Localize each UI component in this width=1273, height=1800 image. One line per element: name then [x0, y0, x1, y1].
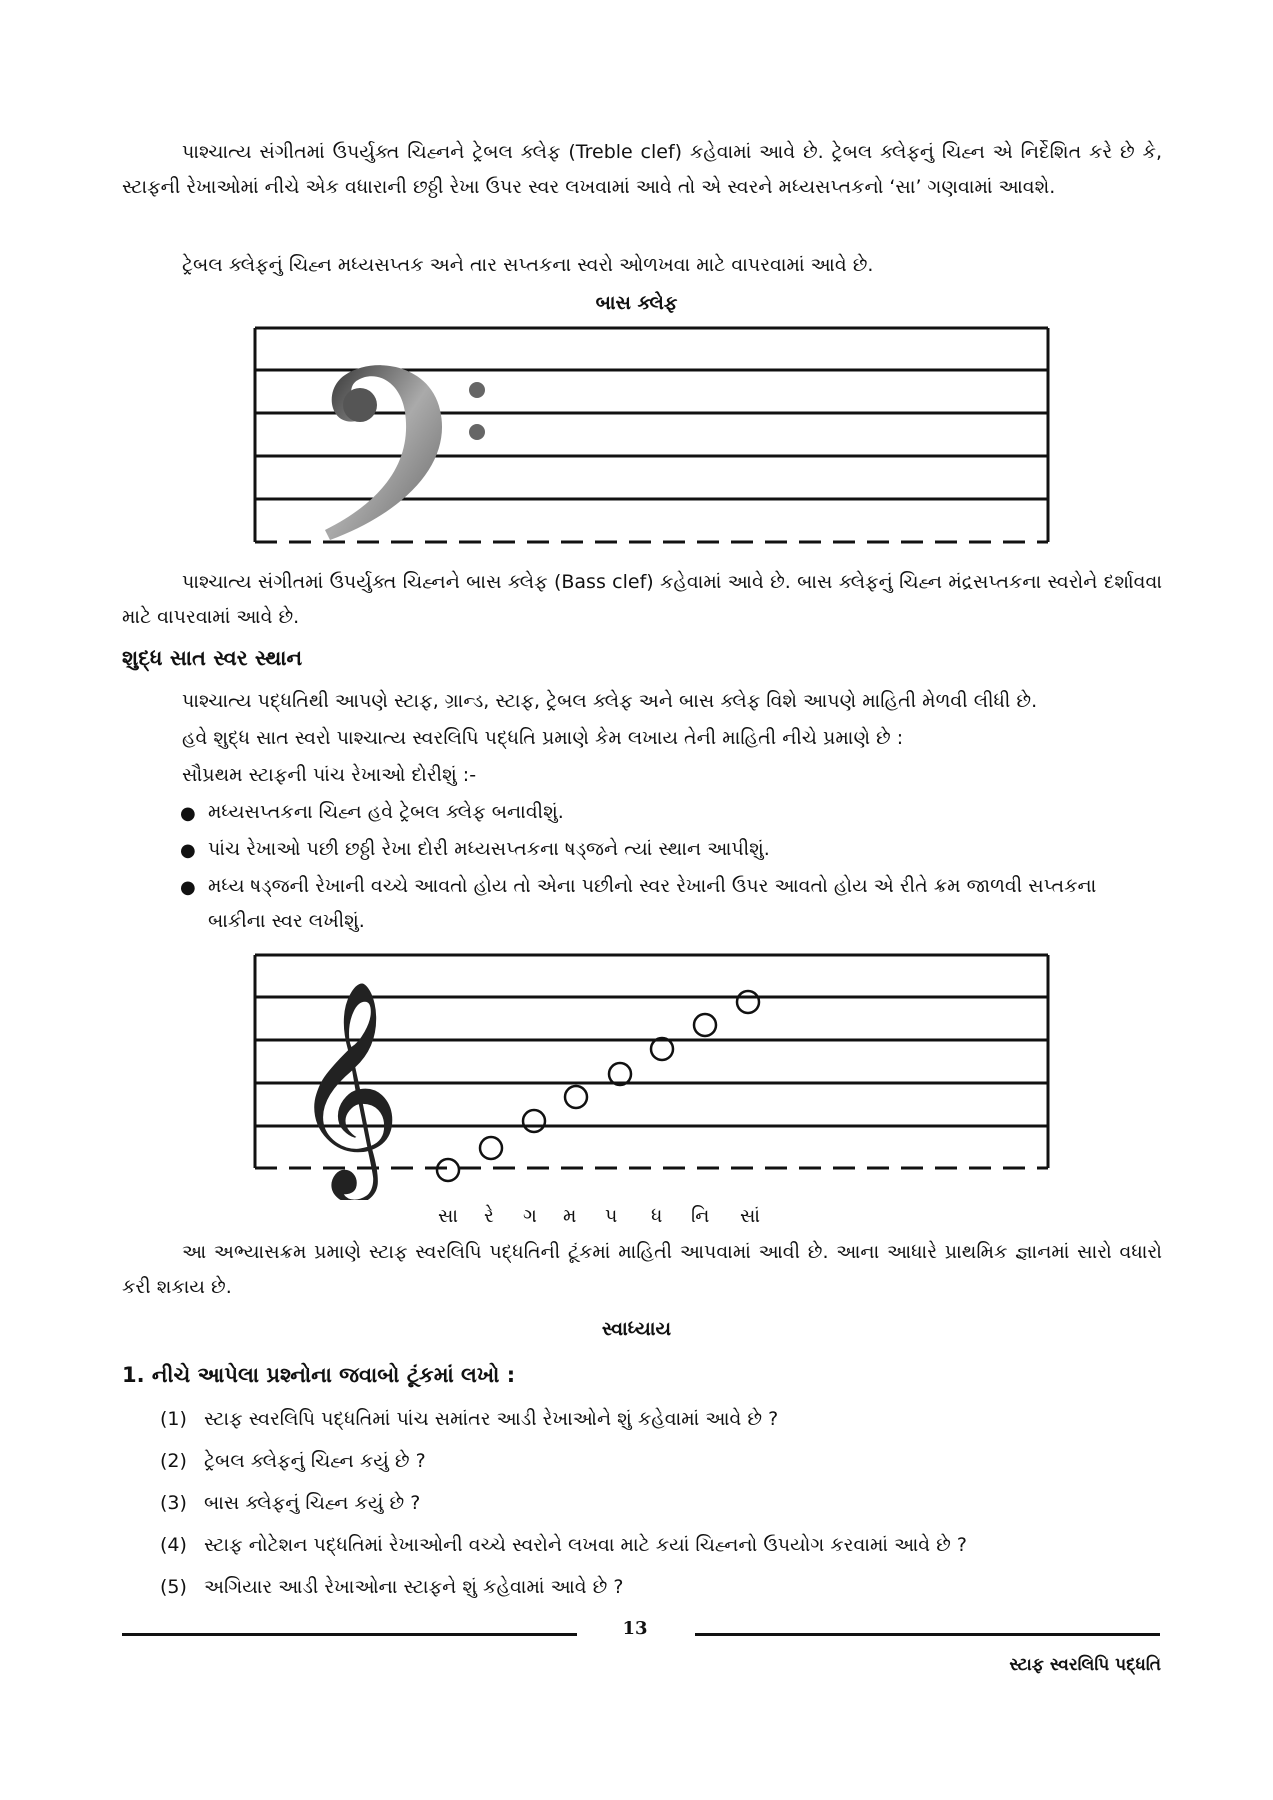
intro-line-1: પાશ્ચાત્ય પદ્ધતિથી આપણે સ્ટાફ, ગ્રાન્ડ, સ્ટાફ, ટ્રેબલ ક્લેફ અને બાસ ક્લેફ વિશે આપણે માહિતી મેળવી લીધી છે. [182, 690, 1038, 712]
question-item: (3) બાસ ક્લેફનું ચિહ્ન કયું છે ? [160, 1492, 421, 1514]
note-ni [694, 1014, 716, 1036]
note-ma [565, 1086, 587, 1108]
bullet-icon: ● [180, 840, 196, 861]
question-item: (2) ટ્રેબલ ક્લેફનું ચિહ્ન કયું છે ? [160, 1450, 426, 1472]
treble-clef-icon: 𝄞 [292, 978, 402, 1194]
note-high-sa [737, 991, 759, 1013]
note-label-sa: સા [438, 1205, 459, 1227]
note-label-pa: પ [605, 1205, 618, 1227]
question-item: (5) અગિયાર આડી રેખાઓના સ્ટાફને શું કહેવામાં આવે છે ? [160, 1576, 624, 1598]
intro-line-3: સૌપ્રથમ સ્ટાફની પાંચ રેખાઓ દોરીશું :- [182, 764, 477, 786]
note-label-ni: નિ [691, 1205, 710, 1227]
summary-paragraph: આ અભ્યાસક્રમ પ્રમાણે સ્ટાફ સ્વરલિપિ પદ્ધતિની ટૂંકમાં માહિતી આપવામાં આવી છે. આના આધારે પ્રાથમિક જ્ઞાનમાં સારો વધારો કરી શકાય છે. [122, 1241, 1162, 1298]
question-item: (1) સ્ટાફ સ્વરલિપિ પદ્ધતિમાં પાંચ સમાંતર આડી રેખાઓને શું કહેવામાં આવે છે ? [160, 1408, 779, 1430]
bullet-item: પાંચ રેખાઓ પછી છઠ્ઠી રેખા દોરી મધ્યસપ્તકના ષડ્જને ત્યાં સ્થાન આપીશું. [208, 838, 770, 860]
bass-clef-title: બાસ ક્લેફ [595, 292, 678, 314]
page-number: 13 [622, 1618, 648, 1639]
footer-rule-left [122, 1633, 577, 1636]
footer-rule-right [695, 1633, 1160, 1636]
intro-line-2: હવે શુદ્ધ સાત સ્વરો પાશ્ચાત્ય સ્વરલિપિ પદ્ધતિ પ્રમાણે કેમ લખાય તેની માહિતી નીચે પ્રમાણે છે : [182, 727, 904, 749]
question-item: (4) સ્ટાફ નોટેશન પદ્ધતિમાં રેખાઓની વચ્ચે સ્વરોને લખવા માટે કયાં ચિહ્નનો ઉપયોગ કરવામાં આવે છે ? [160, 1534, 967, 1556]
note-label-high-sa: સાં [740, 1205, 761, 1227]
note-label-ga: ગ [523, 1205, 537, 1227]
treble-clef-description: પાશ્ચાત્ય સંગીતમાં ઉપર્યુક્ત ચિહ્નને ટ્રેબલ ક્લેફ (Treble clef) કહેવામાં આવે છે. ટ્રેબલ ક્લેફનું ચિહ્ન એ નિર્દેશિત કરે છે કે, સ્ટાફની રેખાઓમાં નીચે એક વધારાની છઠ્ઠી રેખા ઉપર સ્વર લખવામાં આવે તો એ સ્વરને મધ્યસપ્તકનો ‘સા’ ગણવામાં આવશે. [122, 141, 1162, 198]
section-heading: શુદ્ધ સાત સ્વર સ્થાન [122, 646, 303, 670]
question-heading: 1. નીચે આપેલા પ્રશ્નોના જવાબો ટૂંકમાં લખો : [122, 1363, 516, 1387]
note-label-ma: મ [563, 1205, 577, 1227]
note-label-dha: ધ [651, 1205, 663, 1227]
note-sa [437, 1159, 459, 1181]
bullet-icon: ● [180, 877, 196, 898]
treble-clef-usage: ટ્રેબલ ક્લેફનું ચિહ્ન મધ્યસપ્તક અને તાર સપ્તકના સ્વરો ઓળખવા માટે વાપરવામાં આવે છે. [182, 254, 874, 276]
bullet-item: મધ્યસપ્તકના ચિહ્ન હવે ટ્રેબલ ક્લેફ બનાવીશું. [208, 801, 564, 823]
bass-clef-description: પાશ્ચાત્ય સંગીતમાં ઉપર્યુક્ત ચિહ્નને બાસ ક્લેફ (Bass clef) કહેવામાં આવે છે. બાસ ક્લેફનું ચિહ્ન મંદ્રસપ્તકના સ્વરોને દર્શાવવા માટે વાપરવામાં આવે છે. [122, 571, 1162, 628]
bullet-item: મધ્ય ષડ્જની રેખાની વચ્ચે આવતો હોય તો એના પછીનો સ્વર રેખાની ઉપર આવતો હોય એ રીતે ક્રમ જાળવી સપ્તકના બાકીના સ્વર લખીશું. [208, 875, 1097, 932]
exercise-title: સ્વાધ્યાય [601, 1318, 672, 1340]
bullet-icon: ● [180, 803, 196, 824]
notes-group [437, 991, 759, 1181]
note-label-re: રે [484, 1205, 494, 1227]
note-ga [523, 1110, 545, 1132]
note-re [480, 1137, 502, 1159]
book-title: સ્ટાફ સ્વરલિપિ પદ્ધતિ [1009, 1655, 1161, 1675]
